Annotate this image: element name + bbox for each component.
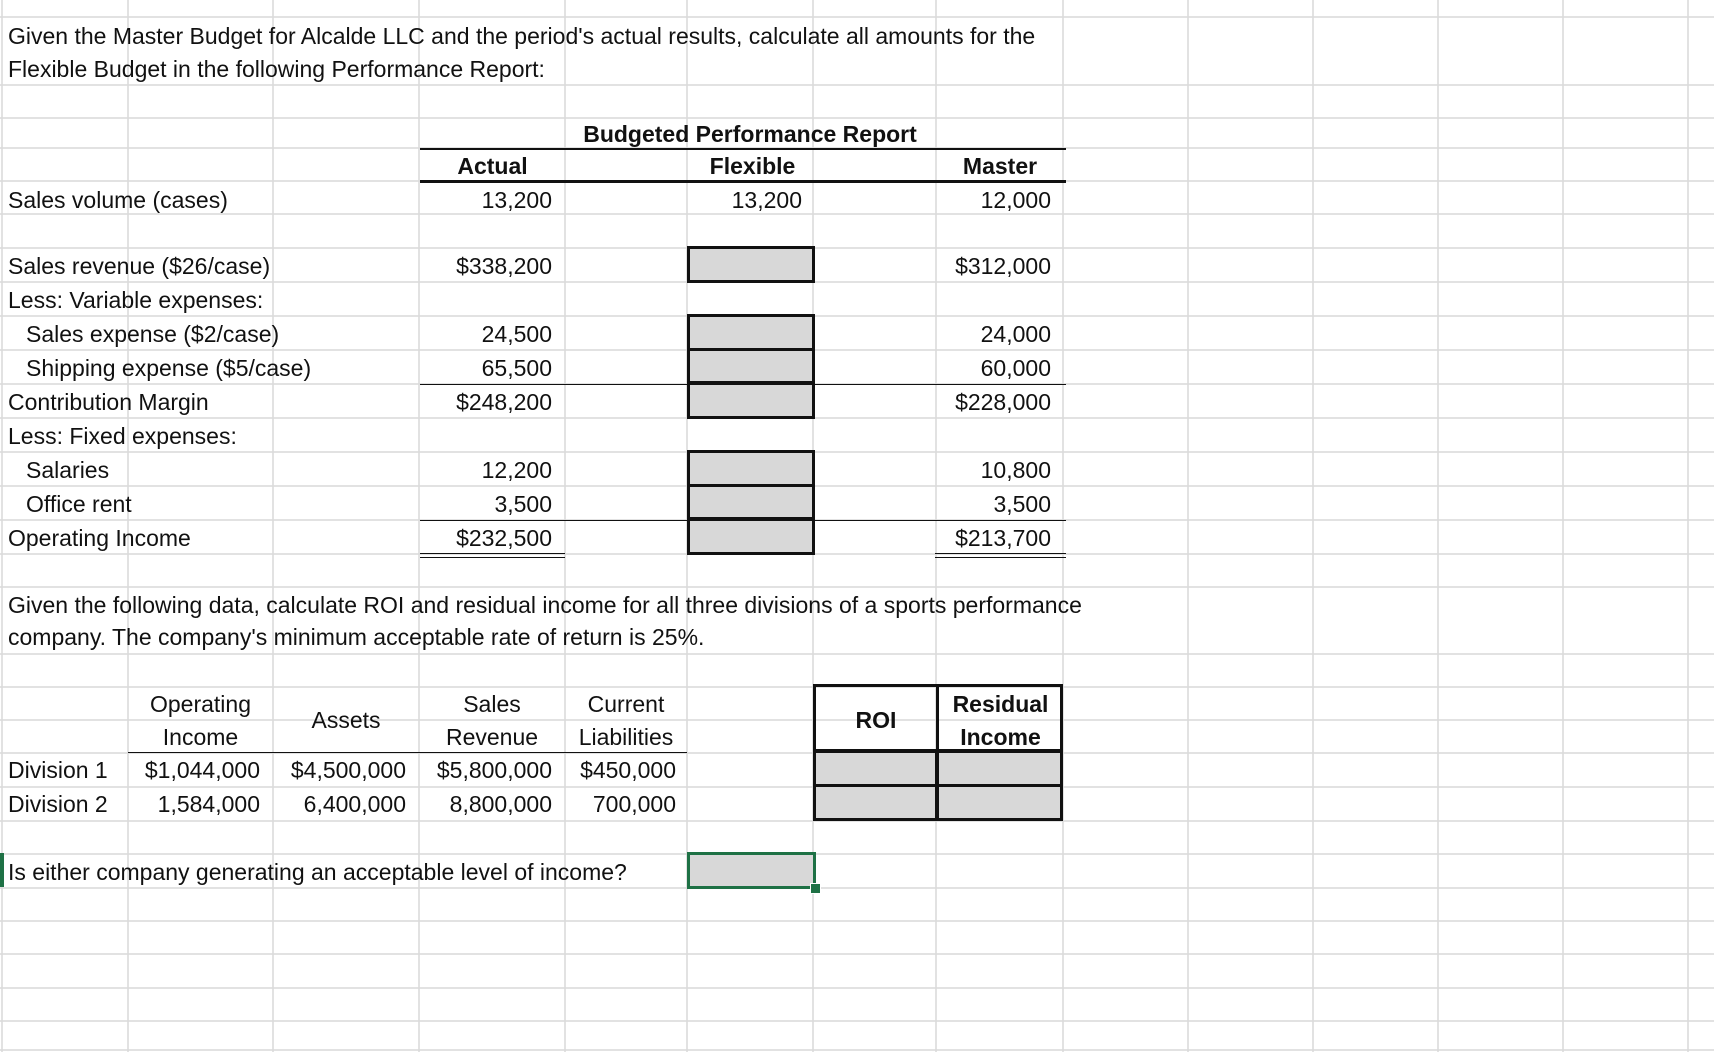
master-salaries: 10,800 [980, 457, 1051, 483]
roi-intro-line-2: company. The company's minimum acceptable rate of return is 25%. [8, 624, 705, 650]
flexible-salaries-input[interactable] [687, 450, 815, 487]
header-master: Master [962, 153, 1038, 179]
flexible-office-rent-input[interactable] [687, 484, 815, 520]
division-1-name: Division 1 [8, 757, 108, 783]
flexible-sales-volume: 13,200 [731, 187, 802, 213]
division-1-residual-income-input[interactable] [936, 750, 1063, 787]
flexible-sales-revenue-input[interactable] [687, 246, 815, 283]
division-1-assets: $4,500,000 [290, 757, 406, 783]
actual-operating-income: $232,500 [456, 525, 552, 551]
division-1-operating-income: $1,044,000 [144, 757, 260, 783]
intro-line-1: Given the Master Budget for Alcalde LLC and the period's actual results, calculate all amounts for the [8, 23, 1036, 49]
label-contribution-margin: Contribution Margin [8, 389, 209, 415]
division-2-assets: 6,400,000 [303, 791, 406, 817]
actual-office-rent: 3,500 [494, 491, 552, 517]
actual-sales-revenue: $338,200 [456, 253, 552, 279]
header-residual-income-1: Residual [952, 691, 1049, 717]
label-sales-revenue: Sales revenue ($26/case) [8, 253, 271, 279]
master-contribution-margin: $228,000 [955, 389, 1051, 415]
header-sales-revenue-2: Revenue [445, 724, 539, 750]
flexible-operating-income-input[interactable] [687, 518, 815, 555]
master-operating-income: $213,700 [955, 525, 1051, 551]
label-sales-volume: Sales volume (cases) [8, 187, 228, 213]
master-office-rent: 3,500 [993, 491, 1051, 517]
division-2-residual-income-input[interactable] [936, 784, 1063, 821]
title-underline [420, 148, 1066, 150]
actual-contribution-margin: $248,200 [456, 389, 552, 415]
label-office-rent: Office rent [26, 491, 132, 517]
master-oi-double-underline-1 [935, 553, 1066, 554]
header-residual-income-2: Income [960, 724, 1041, 750]
header-current-liabilities-1: Current [587, 691, 665, 717]
actual-sales-expense: 24,500 [481, 321, 552, 347]
master-shipping-expense: 60,000 [980, 355, 1051, 381]
header-actual: Actual [457, 153, 528, 179]
division-1-sales-revenue: $5,800,000 [436, 757, 552, 783]
intro-line-2: Flexible Budget in the following Performance Report: [8, 56, 545, 82]
division-2-operating-income: 1,584,000 [157, 791, 260, 817]
header-assets: Assets [311, 707, 381, 733]
master-oi-double-underline-2 [935, 557, 1066, 558]
flexible-shipping-expense-input[interactable] [687, 348, 815, 384]
master-sales-expense: 24,000 [980, 321, 1051, 347]
actual-oi-double-underline-2 [420, 557, 565, 558]
actual-sales-volume: 13,200 [481, 187, 552, 213]
division-1-current-liabilities: $450,000 [580, 757, 676, 783]
flexible-sales-expense-input[interactable] [687, 314, 815, 351]
roi-intro-line-1: Given the following data, calculate ROI and residual income for all three divisions of a sports performance [8, 592, 1082, 618]
header-operating-income-1: Operating [149, 691, 251, 717]
label-salaries: Salaries [26, 457, 110, 483]
question-label: Is either company generating an acceptable level of income? [8, 859, 627, 885]
division-1-roi-input[interactable] [813, 750, 938, 787]
fill-handle[interactable] [810, 883, 821, 894]
division-2-current-liabilities: 700,000 [592, 791, 676, 817]
division-2-name: Division 2 [8, 791, 108, 817]
division-2-roi-input[interactable] [813, 784, 938, 821]
master-sales-volume: 12,000 [980, 187, 1051, 213]
header-sales-revenue-1: Sales [463, 691, 521, 717]
actual-salaries: 12,200 [481, 457, 552, 483]
label-sales-expense: Sales expense ($2/case) [26, 321, 280, 347]
report-title: Budgeted Performance Report [583, 121, 917, 147]
header-current-liabilities-2: Liabilities [578, 724, 674, 750]
actual-shipping-expense: 65,500 [481, 355, 552, 381]
label-less-fixed: Less: Fixed expenses: [8, 423, 237, 449]
division-2-sales-revenue: 8,800,000 [449, 791, 552, 817]
flexible-contribution-margin-input[interactable] [687, 382, 815, 419]
roi-table-header-underline [128, 752, 687, 753]
master-sales-revenue: $312,000 [955, 253, 1051, 279]
label-less-variable: Less: Variable expenses: [8, 287, 264, 313]
active-row-marker [0, 853, 4, 887]
actual-oi-double-underline-1 [420, 553, 565, 554]
label-shipping-expense: Shipping expense ($5/case) [26, 355, 312, 381]
header-operating-income-2: Income [162, 724, 239, 750]
header-flexible: Flexible [709, 153, 796, 179]
header-underline [420, 180, 1066, 183]
header-roi: ROI [855, 707, 897, 733]
answer-input-selected-cell[interactable] [687, 852, 816, 889]
label-operating-income: Operating Income [8, 525, 191, 551]
